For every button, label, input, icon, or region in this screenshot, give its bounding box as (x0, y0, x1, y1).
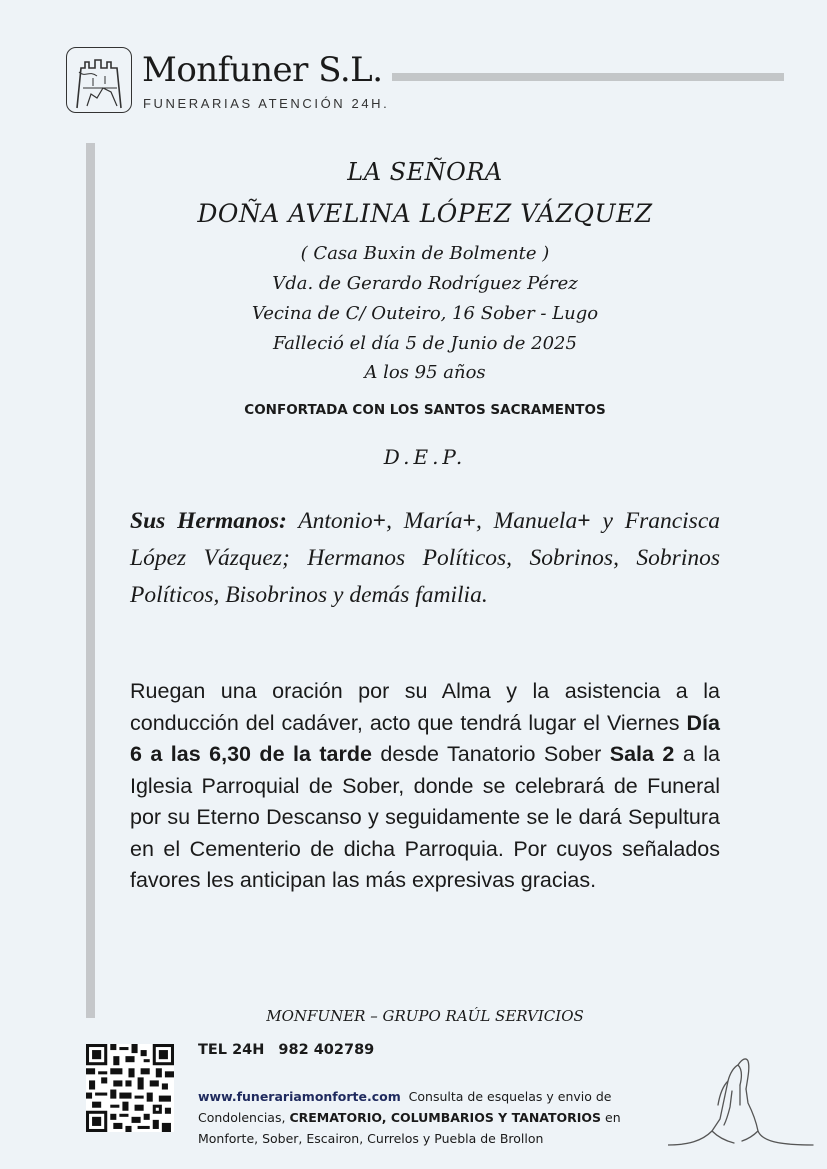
relatives-paragraph: Sus Hermanos: Antonio+, María+, Manuela+ y Francisca López Vázquez; Hermanos Políticos, Sobrinos, Sobrinos Políticos, Bisobrinos y demás familia. (130, 508, 721, 608)
request-text: desde Tanatorio Sober (380, 742, 602, 766)
deceased-mark: + (577, 508, 591, 534)
relative-name: Manuela (493, 508, 578, 534)
relative-name: Antonio (298, 508, 373, 534)
sacraments-line: CONFORTADA CON LOS SANTOS SACRAMENTOS (244, 402, 606, 418)
request-date-time: Día 6 a las 6,30 de la tarde (130, 710, 720, 766)
request-paragraph (130, 676, 720, 897)
age-line: A los 95 años (364, 362, 486, 383)
castle-logo-icon (66, 47, 132, 113)
footer-text: Consulta de esquelas y envio de Condolencias, (198, 1089, 612, 1125)
phone-number[interactable]: 982 402789 (278, 1042, 375, 1058)
footer-services: CREMATORIO, COLUMBARIOS Y TANATORIOS (289, 1110, 602, 1125)
side-rule (86, 143, 95, 1018)
relatives-lead: Sus Hermanos: (130, 508, 287, 534)
request-room: Sala 2 (609, 742, 675, 766)
header-rule (392, 73, 784, 81)
phone-label: TEL 24H (198, 1042, 265, 1058)
group-line: MONFUNER – GRUPO RAÚL SERVICIOS (266, 1007, 584, 1025)
dep-line: D.E.P. (383, 445, 467, 469)
relatives-rest: y Francisca López Vázquez; Hermanos Políticos, Sobrinos, Sobrinos Políticos, Bisobrinos y demás familia. (130, 508, 721, 608)
deceased-mark: + (372, 508, 387, 534)
deceased-mark: + (462, 508, 476, 534)
praying-hands-icon (668, 1045, 816, 1155)
relative-name: María (403, 508, 463, 534)
request-text: a la Iglesia Parroquial de Sober, donde se celebrará de Funeral por su Eterno Descanso y seguidamente se le dará Sepultura en el Cementerio de dicha Parroquia. Por cuyos señalados favores les anticipan las más expresivas gracias. (130, 742, 720, 892)
phone-line (198, 1042, 374, 1058)
house-name: ( Casa Buxin de Bolmente ) (300, 243, 550, 264)
notice-title: LA SEÑORA (347, 158, 503, 186)
residence-line: Vecina de C/ Outeiro, 16 Sober - Lugo (251, 303, 599, 324)
website-link[interactable]: www.funerariamonforte.com (198, 1089, 401, 1104)
footer-info (198, 1086, 668, 1149)
footer-text: en Monforte, Sober, Escairon, Currelos y Puebla de Brollon (198, 1110, 621, 1146)
widow-line: Vda. de Gerardo Rodríguez Pérez (272, 273, 578, 294)
brand-subtitle: FUNERARIAS ATENCIÓN 24H. (143, 96, 390, 111)
brand-name: Monfuner S.L. (142, 50, 383, 90)
death-date-line: Falleció el día 5 de Junio de 2025 (273, 333, 577, 354)
deceased-name: DOÑA AVELINA LÓPEZ VÁZQUEZ (197, 199, 653, 228)
qr-code-icon (86, 1044, 174, 1132)
request-text: Ruegan una oración por su Alma y la asistencia a la conducción del cadáver, acto que tendrá lugar el Viernes (130, 679, 720, 735)
